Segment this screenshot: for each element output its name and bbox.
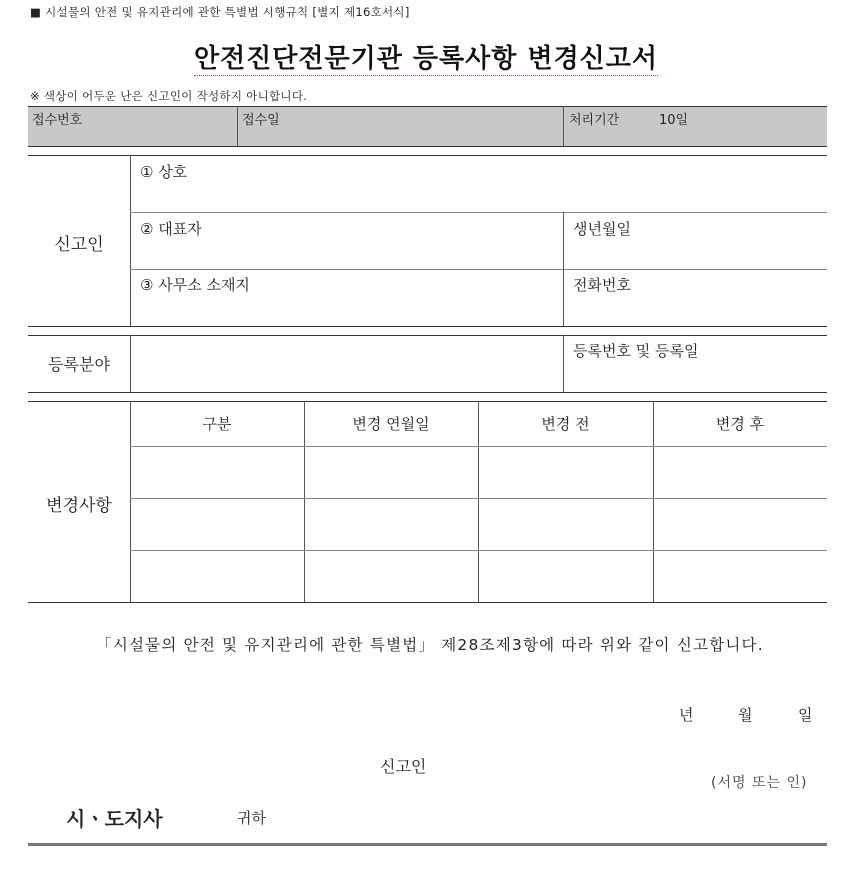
registration-field-label: 등록분야 [48,355,110,374]
change-table-header: 변경 연월일 [352,415,430,433]
date-day-label: 일 [798,706,813,724]
rule [28,106,827,107]
change-table-header: 변경 후 [715,415,765,433]
rule [237,106,238,146]
recipient-honorific: 귀하 [237,809,266,827]
applicant-section-label: 신고인 [54,235,104,255]
date-year-label: 년 [679,706,694,724]
declaration-text: 「시설물의 안전 및 유지관리에 관한 특별법」 제28조제3항에 따라 위와 같이 신고합니다. [96,636,764,654]
rule [28,335,827,336]
signer-label: 신고인 [380,757,427,776]
rule [130,212,827,213]
receipt-date-label: 접수일 [242,113,280,128]
phone-number-label: 전화번호 [573,276,631,294]
rule [28,146,827,147]
shaded-field-notice: ※ 색상이 어두운 난은 신고인이 작성하지 아니합니다. [30,89,308,103]
date-month-label: 월 [738,706,753,724]
rule [28,155,827,156]
processing-period-value: 10일 [659,113,689,128]
processing-period-label: 처리기간 [569,113,620,128]
rule [563,335,564,392]
rule [130,155,131,326]
bottom-rule [28,843,827,846]
change-table-header: 구분 [202,415,232,433]
birthdate-label: 생년월일 [573,220,631,238]
receipt-band [28,106,827,146]
registration-number-date-label: 등록번호 및 등록일 [573,342,699,360]
form-title: 안전진단전문기관 등록사항 변경신고서 [193,44,659,74]
signature-hint: (서명 또는 인) [711,775,808,791]
rule [28,326,827,327]
change-table-header: 변경 전 [541,415,590,433]
receipt-number-label: 접수번호 [32,113,83,128]
rule [28,392,827,393]
office-address-label: ③ 사무소 소재지 [140,276,250,294]
rule [563,212,564,326]
representative-label: ② 대표자 [140,220,202,238]
changes-section-label: 변경사항 [46,496,112,516]
rule [130,550,827,551]
recipient-name: 시ㆍ도지사 [66,807,163,831]
rule [130,498,827,499]
rule [130,446,827,447]
rule [28,602,827,603]
rule [130,335,131,392]
rule [563,106,564,146]
regulation-reference: ■ 시설물의 안전 및 유지관리에 관한 특별법 시행규칙 [별지 제16호서식] [30,5,410,19]
company-name-label: ① 상호 [140,163,188,181]
rule [28,401,827,402]
rule [130,269,827,270]
